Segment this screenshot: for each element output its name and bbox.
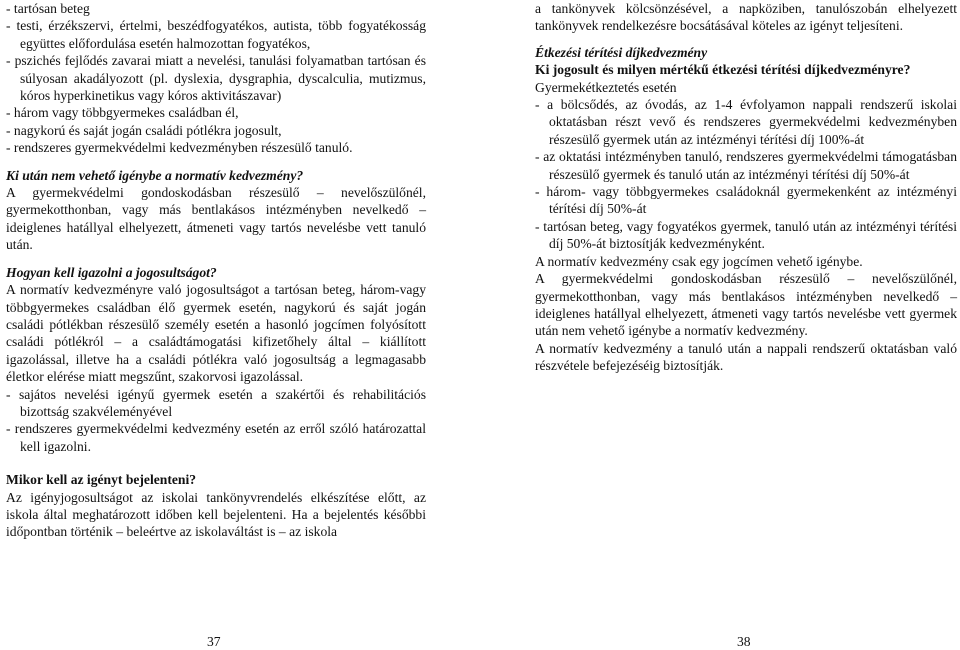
- list-item: - rendszeres gyermekvédelmi kedvezményben részesülő tanuló.: [6, 140, 353, 156]
- left-column: [6, 0, 426, 541]
- paragraph: Gyermekétkeztetés esetén: [535, 79, 677, 95]
- list-item: - három vagy többgyermekes családban él,: [6, 105, 239, 121]
- list-item: - sajátos nevelési igényű gyermek esetén a szakértői és rehabilitációs bizottság szakvéleményével: [6, 386, 426, 419]
- list-item: - nagykorú és saját jogán családi pótlékra jogosult,: [6, 122, 282, 138]
- section-heading: Étkezési térítési díjkedvezmény: [535, 44, 708, 60]
- section-heading: Mikor kell az igényt bejelenteni?: [6, 472, 197, 488]
- list-item: - tartósan beteg: [6, 1, 90, 16]
- paragraph: A normatív kedvezményre való jogosultságot a tartósan beteg, három-vagy többgyermekes családban élő gyermek esetén, nagykorú és saját jogán családi pótlékban részesülő személy esetén a hasonló jogcímen folyósított családi pótlékról – a családtámogatási kifizetőhely által – kiállított igazolással, illetve ha a családi pótlékra való jogosultság a legmagasabb életkor elérése miatt megszűnt, szakorvosi igazolással.: [6, 282, 426, 385]
- paragraph: a tankönyvek kölcsönzésével, a napköziben, tanulószobán elhelyezett tankönyvek rendelkezésre bocsátásával köteles az igényt teljesíteni.: [535, 1, 957, 34]
- paragraph: A normatív kedvezmény a tanuló után a nappali rendszerű oktatásban való részvétele befejezéséig biztosítják.: [535, 340, 957, 374]
- page-number: 37: [207, 634, 221, 649]
- section-subheading: Ki jogosult és milyen mértékű étkezési térítési díjkedvezményre?: [535, 62, 911, 78]
- page-number: 38: [737, 634, 751, 649]
- list-item: - testi, érzékszervi, értelmi, beszédfogyatékos, autista, több fogyatékosság együttes előfordulása esetén halmozottan fogyatékos,: [6, 18, 426, 51]
- list-item: - a bölcsődés, az óvodás, az 1-4 évfolyamon nappali rendszerű iskolai oktatásban részt vevő és rendszeres gyermekvédelmi kedvezményben részesülő gyermek után az intézményi térítési díj 100%-át: [535, 97, 957, 147]
- paragraph: A gyermekvédelmi gondoskodásban részesülő – nevelőszülőnél, gyermekotthonban, vagy más bentlakásos intézményben nevelkedő – ideiglenes hatállyal elhelyezett, átmeneti vagy tartós nevelésbe vett gyermek után nem vehető igénybe a normatív kedvezmény.: [535, 271, 957, 339]
- right-column: [535, 0, 957, 375]
- list-item: - tartósan beteg, vagy fogyatékos gyermek, tanuló után az intézményi térítési díj 50%-át biztosítják kedvezményként.: [535, 218, 957, 252]
- list-item: - pszichés fejlődés zavarai miatt a nevelési, tanulási folyamatban tartósan és súlyosan akadályozott (pl. dyslexia, dysgraphia, dyscalculia, mutizmus, kóros hyperkinetikus vagy kóros aktivitászavar): [6, 53, 426, 104]
- paragraph: A normatív kedvezmény csak egy jogcímen vehető igénybe.: [535, 253, 863, 269]
- section-heading: Hogyan kell igazolni a jogosultságot?: [6, 264, 217, 280]
- paragraph: Az igényjogosultságot az iskolai tankönyvrendelés elkészítése előtt, az iskola által meghatározott időben kell bejelenteni. Ha a bejelentés későbbi időpontban történik – beleértve az iskolaváltást is – az iskola: [6, 489, 426, 540]
- paragraph: A gyermekvédelmi gondoskodásban részesülő – nevelőszülőnél, gyermekotthonban, vagy más bentlakásos intézményben nevelkedő – ideiglenes hatállyal elhelyezett, átmeneti vagy tartós nevelésbe vett tanuló után.: [6, 185, 426, 253]
- section-heading: Ki után nem vehető igénybe a normatív kedvezmény?: [6, 167, 304, 183]
- list-item: - három- vagy többgyermekes családoknál gyermekenként az intézményi térítési díj 50%-át: [535, 184, 957, 217]
- list-item: - az oktatási intézményben tanuló, rendszeres gyermekvédelmi támogatásban részesülő gyermek és tanuló után az intézményi térítési díj 50%-át: [535, 149, 957, 182]
- list-item: - rendszeres gyermekvédelmi kedvezmény esetén az erről szóló határozattal kell igazolni.: [6, 421, 426, 454]
